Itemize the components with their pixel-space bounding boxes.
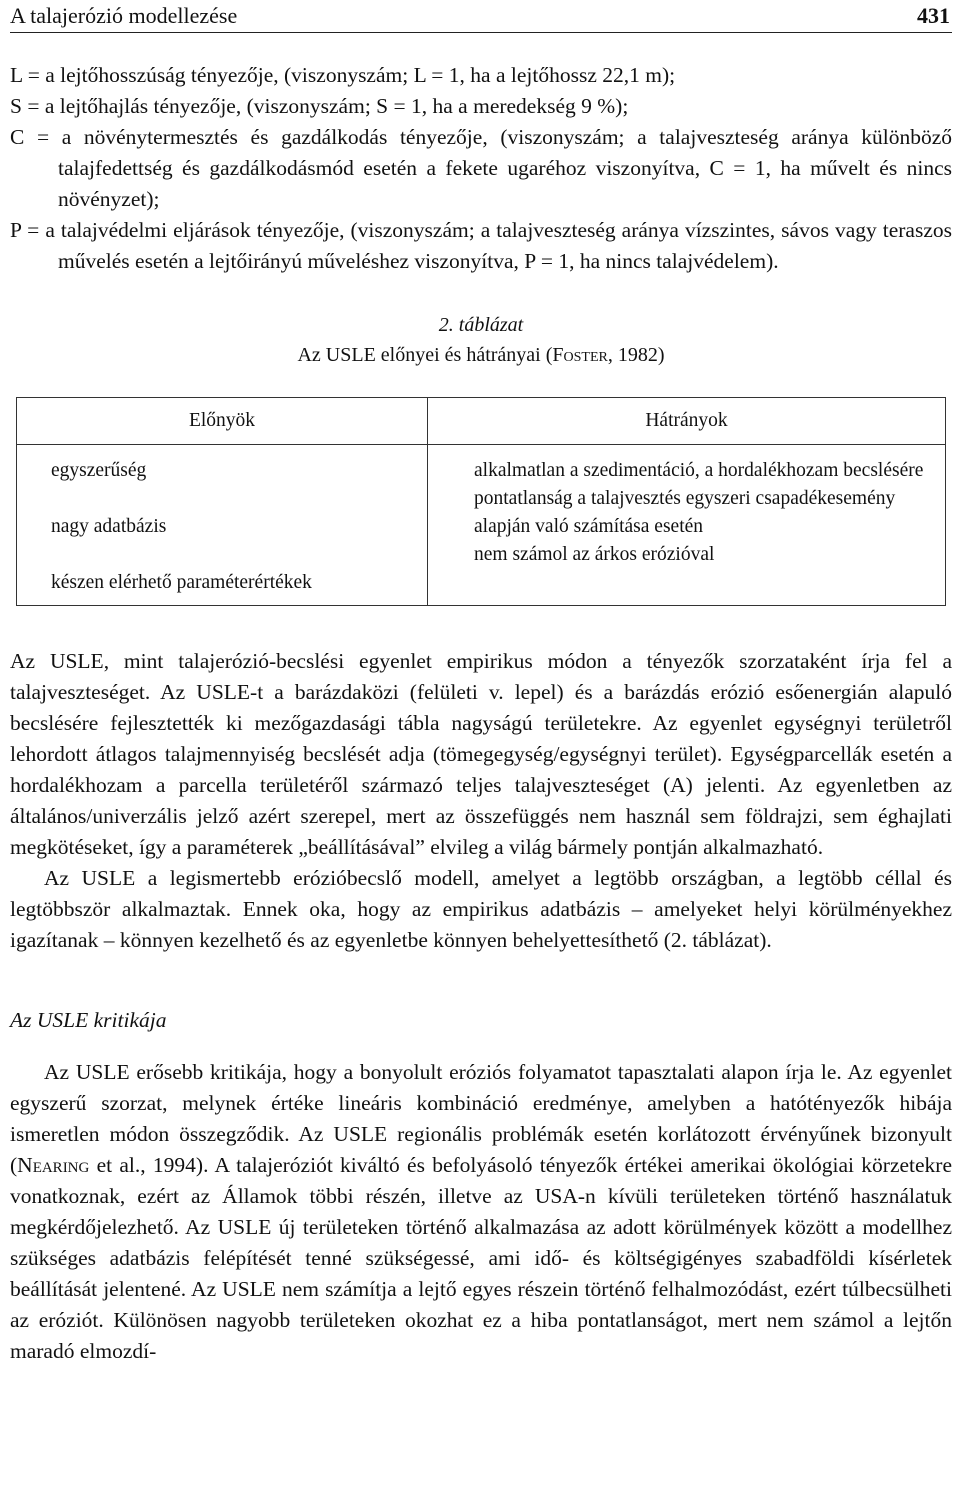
advantage-item: nagy adatbázis	[51, 516, 167, 537]
disadvantage-item: nem számol az árkos erózióval	[474, 544, 715, 565]
disadvantages-cell	[428, 445, 946, 606]
paragraph-usle-critique: Az USLE erősebb kritikája, hogy a bonyolult eróziós folyamatot tapasztalati alapon írja le. Az egyenlet egyszerű szorzat, melynek értéke lineáris kombináció eredménye, amelyben a hatótényezők hibája ismeretlen módon összegződik. Az USLE regionális problémák esetén korlátozott érvényűnek bizonyult (Nearing et al., 1994). A talajeróziót kiváltó és befolyásoló tényezők értékei amerikai ökológiai körzetekre vonatkoznak, ezért az Államok többi részén, illetve az USA-n kívüli területeken történő használatuk megkérdőjelezhető. Az USLE új területeken történő alkalmazása az adott körülmények között a modellhez szükséges adatbázis felépítését tenné szükségessé, ami idő- és költségigényes szabadföldi kísérletek beállítását jelentené. Az USLE nem számítja a lejtő egyes részein történő felhalmozódást, ezért túlbecsülheti az eróziót. Különösen nagyobb területeken okozhat ez a hiba pontatlanságot, mert nem számol a lejtőn maradó elmozdí-	[10, 1060, 952, 1363]
definition-l: L = a lejtőhosszúság tényezője, (viszonyszám; L = 1, ha a lejtőhossz 22,1 m);	[10, 63, 676, 87]
advantage-item: készen elérhető paraméterértékek	[51, 572, 312, 593]
advantage-item: egyszerűség	[51, 460, 147, 481]
definition-p: P = a talajvédelmi eljárások tényezője, (viszonyszám; a talajveszteség aránya vízszintes, sávos vagy teraszos művelés esetén a lejtőirányú műveléshez viszonyítva, P = 1, ha nincs talajvédelem).	[10, 218, 952, 273]
header-advantages: Előnyök	[17, 398, 428, 445]
page	[10, 0, 952, 1367]
definition-s: S = a lejtőhajlás tényezője, (viszonyszám; S = 1, ha a meredekség 9 %);	[10, 94, 629, 118]
paragraph-usle-intro: Az USLE, mint talajerózió-becslési egyenlet empirikus módon a tényezők szorzataként írja fel a talajveszteséget. Az USLE-t a barázdaközi (felületi v. lepel) és a barázdás erózió esőenergián alapuló becslésére fejlesztették ki mezőgazdasági tábla nagyságú területekre. Az egyenlet egységnyi területről lehordott átlagos talajmennyiség becslését adja (tömegegység/egységnyi terület). Egységparcellák esetén a hordalékhozam a parcella területéről származó teljes talajveszteséget (A) jelenti. Az egyenletben az általános/univerzális jelző azért szerepel, mert az összefüggés nem használ sem földrajzi, sem éghajlati megkötéseket, így a paraméterek „beállításával” elvileg a világ bármely pontján alkalmazható.	[10, 649, 952, 859]
header-disadvantages: Hátrányok	[428, 398, 946, 445]
running-header	[10, 0, 952, 33]
disadvantage-item: pontatlanság a talajvesztés egyszeri csapadékesemény alapján való számítása esetén	[474, 488, 896, 537]
running-title: A talajerózió modellezése	[10, 3, 238, 28]
page-number: 431	[917, 3, 950, 28]
table-label: 2. táblázat	[438, 314, 524, 336]
usle-pros-cons-table	[16, 397, 946, 606]
advantages-cell	[17, 445, 428, 606]
table-title: Az USLE előnyei és hátrányai (Foster, 1982)	[297, 344, 665, 366]
disadvantage-item: alkalmatlan a szedimentáció, a hordalékhozam becslésére	[474, 460, 924, 481]
definition-c: C = a növénytermesztés és gazdálkodás tényezője, (viszonyszám; a talajveszteség aránya különböző talajfedettség és gazdálkodásmód esetén a fekete ugaréhoz viszonyítva, C = 1, ha művelt és nincs növényzet);	[10, 125, 952, 211]
paragraph-usle-usage: Az USLE a legismertebb erózióbecslő modell, amelyet a legtöbb országban, a legtöbb céllal és legtöbbször alkalmaztak. Ennek oka, hogy az empirikus adatbázis – amelyeket helyi körülményekhez igazítanak – könnyen kezelhető és az egyenletbe könnyen behelyettesíthető (2. táblázat).	[10, 866, 952, 952]
factor-definitions	[10, 60, 952, 277]
table-caption	[10, 310, 952, 370]
section-title: Az USLE kritikája	[10, 1008, 167, 1032]
